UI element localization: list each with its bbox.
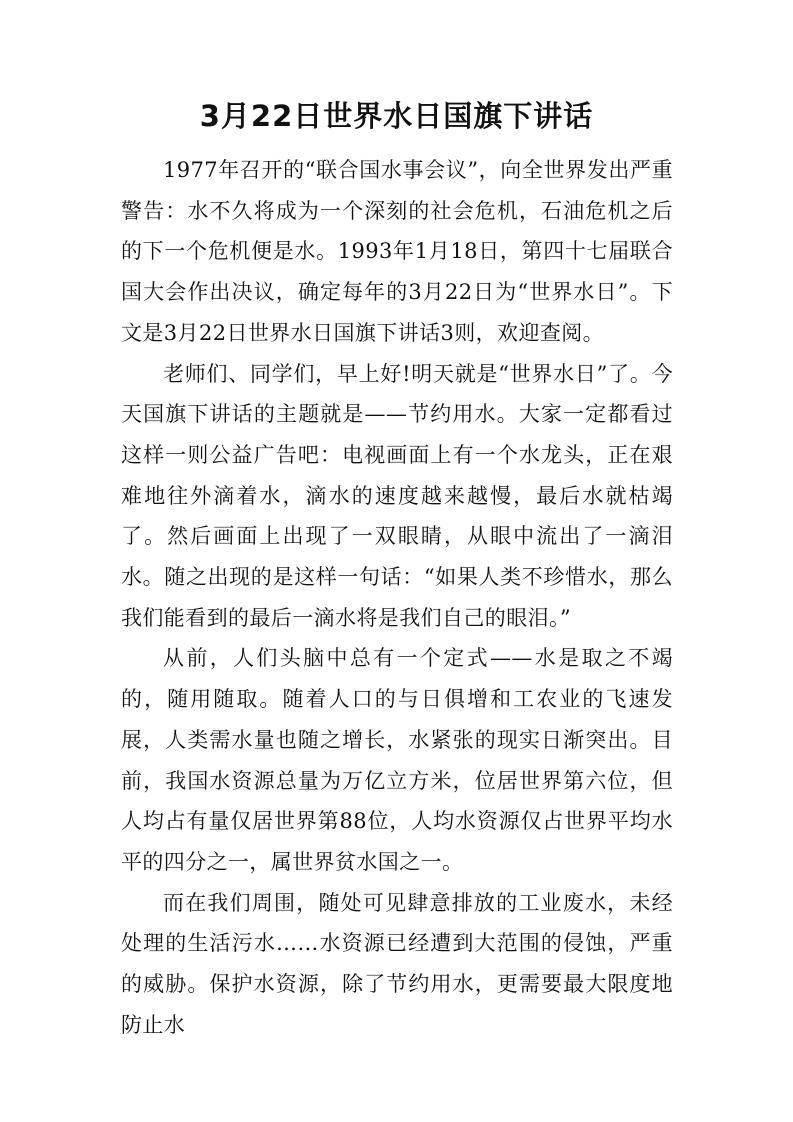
document-body — [121, 150, 673, 1045]
paragraph-water-status: 从前，人们头脑中总有一个定式——水是取之不竭的，随用随取。随着人口的与日俱增和工农业的飞速发展，人类需水量也随之增长，水紧张的现实日渐突出。目前，我国水资源总量为万亿立方米，位居世界第六位，但人均占有量仅居世界第88位，人均水资源仅占世界平均水平的四分之一，属世界贫水国之一。 — [121, 646, 673, 874]
paragraph-intro: 1977年召开的“联合国水事会议”，向全世界发出严重警告：水不久将成为一个深刻的社会危机，石油危机之后的下一个危机便是水。1993年1月18日，第四十七届联合国大会作出决议，确定每年的3月22日为“世界水日”。下文是3月22日世界水日国旗下讲话3则，欢迎查阅。 — [121, 158, 673, 345]
paragraph-pollution: 而在我们周围，随处可见肆意排放的工业废水，未经处理的生活污水……水资源已经遭到大范围的侵蚀，严重的威胁。保护水资源，除了节约用水，更需要最大限度地防止水 — [121, 890, 673, 1037]
paragraph-greeting: 老师们、同学们，早上好!明天就是“世界水日”了。今天国旗下讲话的主题就是——节约用水。大家一定都看过这样一则公益广告吧：电视画面上有一个水龙头，正在艰难地往外滴着水，滴水的速度越来越慢，最后水就枯竭了。然后画面上出现了一双眼睛，从眼中流出了一滴泪水。随之出现的是这样一句话：“如果人类不珍惜水，那么我们能看到的最后一滴水将是我们自己的眼泪。” — [121, 361, 673, 630]
document-title: 3月22日世界水日国旗下讲话 — [199, 99, 594, 133]
